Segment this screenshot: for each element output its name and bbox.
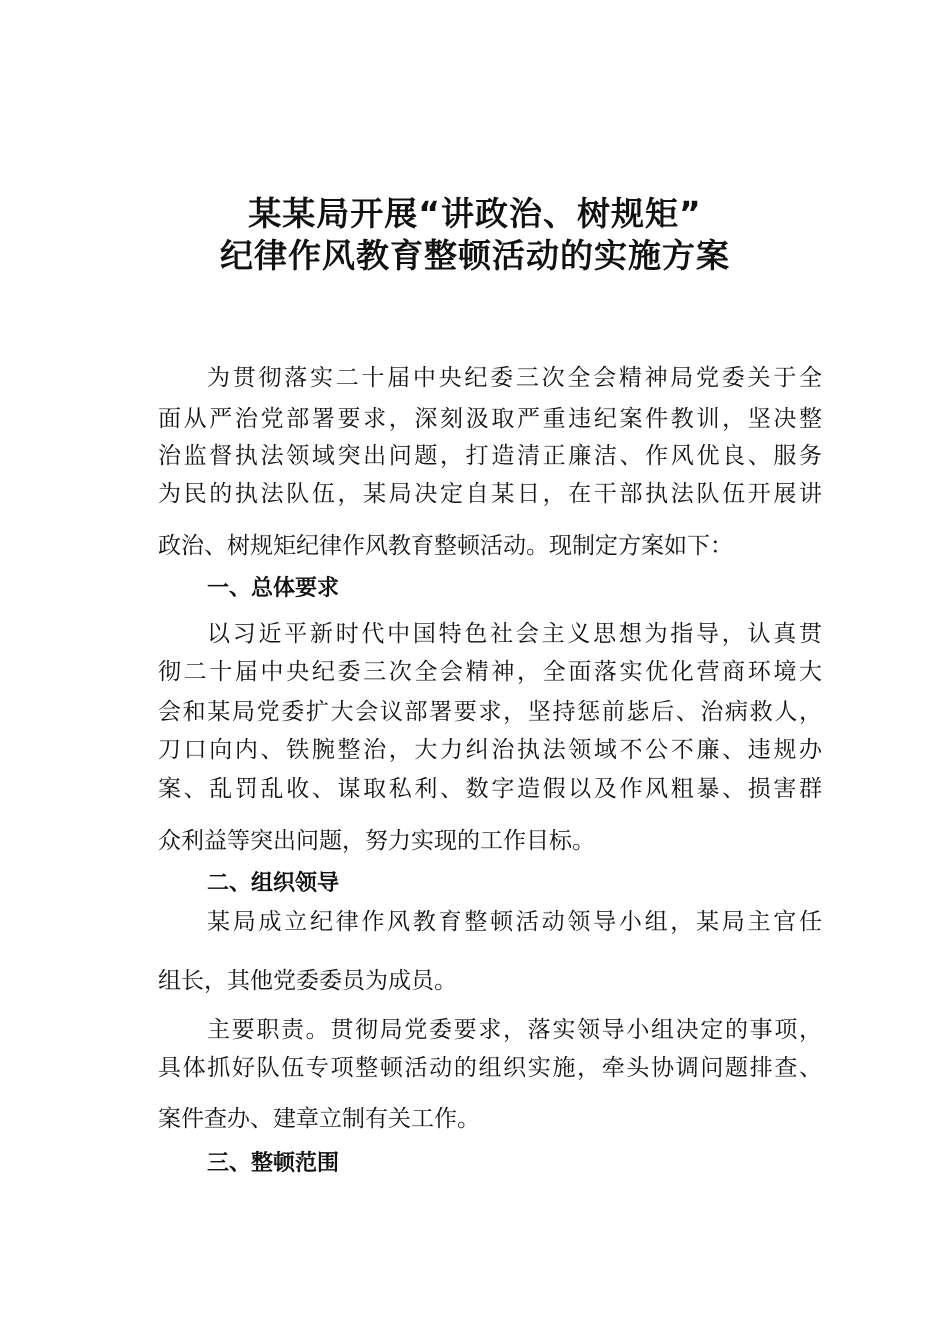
section-heading-general-requirements: 一、总体要求 [207, 576, 340, 601]
section1-line-3: 会和某局党委扩大会议部署要求，坚持惩前毖后、治病救人， [158, 699, 822, 725]
section1-line-5: 案、乱罚乱收、谋取私利、数字造假以及作风粗暴、损害群 [158, 776, 822, 802]
document-title-line-2: 纪律作风教育整顿活动的实施方案 [220, 236, 730, 275]
section2-para1-line-1: 某局成立纪律作风教育整顿活动领导小组，某局主官任 [207, 909, 822, 935]
section-heading-organization: 二、组织领导 [207, 871, 340, 896]
section1-line-4: 刀口向内、铁腕整治，大力纠治执法领域不公不廉、违规办 [158, 737, 822, 763]
section2-para2-line-2: 具体抓好队伍专项整顿活动的组织实施，牵头协调问题排查、 [158, 1055, 822, 1081]
intro-line-4: 为民的执法队伍，某局决定自某日，在干部执法队伍开展讲 [158, 481, 822, 507]
section1-line-2: 彻二十届中央纪委三次全会精神，全面落实优化营商环境大 [158, 659, 822, 685]
intro-line-2: 面从严治党部署要求，深刻汲取严重违纪案件教训，坚决整 [158, 406, 822, 432]
section2-para1-line-2: 组长，其他党委委员为成员。 [158, 968, 457, 994]
intro-line-3: 治监督执法领域突出问题，打造清正廉洁、作风优良、服务 [158, 443, 822, 469]
section2-para2-line-3: 案件查办、建章立制有关工作。 [158, 1106, 480, 1132]
section-heading-scope: 三、整顿范围 [207, 1151, 340, 1176]
document-title-line-1: 某某局开展“讲政治、树规矩” [248, 194, 702, 233]
section2-para2-line-1: 主要职责。贯彻局党委要求，落实领导小组决定的事项， [207, 1017, 822, 1043]
section1-line-6: 众利益等突出问题，努力实现的工作目标。 [158, 828, 595, 854]
intro-line-1: 为贯彻落实二十届中央纪委三次全会精神局党委关于全 [207, 365, 822, 391]
section1-line-1: 以习近平新时代中国特色社会主义思想为指导，认真贯 [207, 621, 822, 647]
intro-line-5: 政治、树规矩纪律作风教育整顿活动。现制定方案如下： [158, 533, 733, 559]
